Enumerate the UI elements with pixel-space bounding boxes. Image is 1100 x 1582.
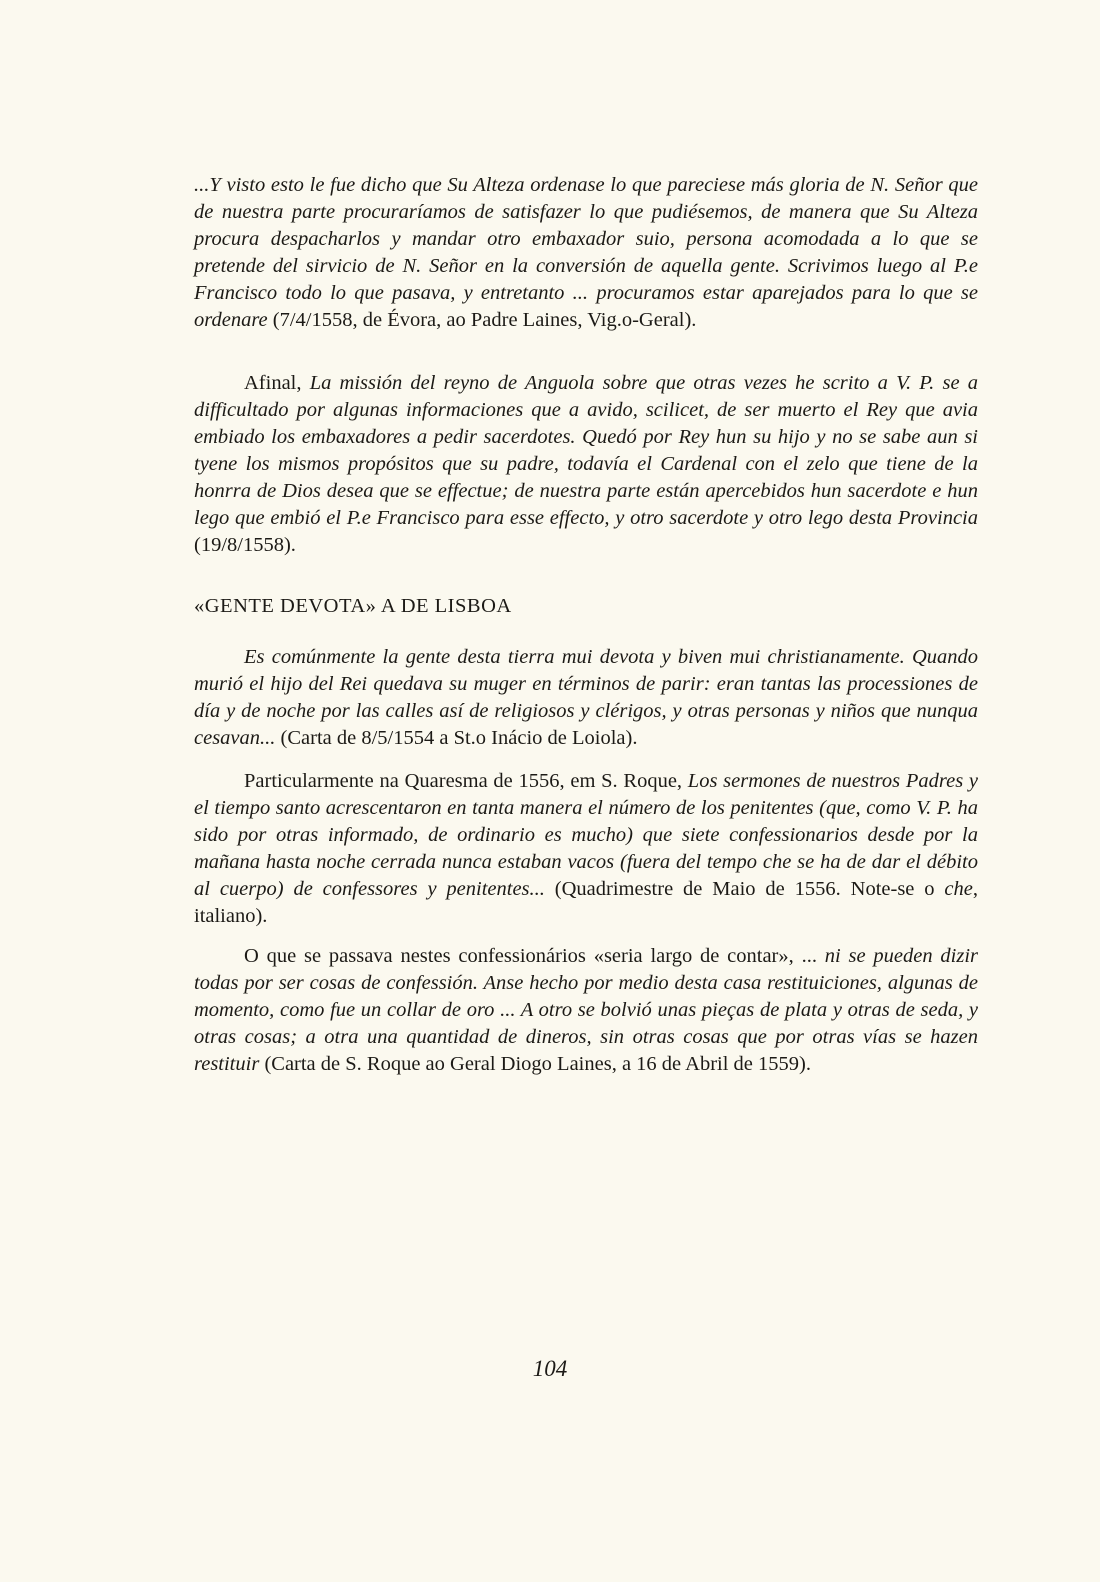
lead-text: O que se passava nestes confessionários «seria largo de contar», ... [244,945,825,967]
page-number: 104 [532,1356,568,1381]
section-heading: «GENTE DEVOTA» A DE LISBOA [194,595,512,617]
paragraph-quaresma [194,768,978,930]
quote-italic: ni se pueden dizir todas por ser cosas de confessión. Anse hecho por medio desta casa restituiciones, algunas de momento, como fue un collar de oro ... A otro se bolvió unas pieças de plata y otras de seda, y otras cosas; a otra una quantidad de dineros, sin otras cosas que por otras vías se hazen restituir [194,945,978,1075]
citation-end: , italiano). [194,878,978,927]
quote-italic: Es comúnmente la gente desta tierra mui devota y biven mui christianamente. Quando murió el hijo del Rei quedava su muger en términos de parir: eran tantas las processiones de día y de noche por las calles así de religiosos y clérigos, y otras personas y niños que nunqua cesavan... [194,646,978,749]
paragraph-afinal [194,370,978,559]
citation: (19/8/1558). [194,534,296,556]
italic-word: che [944,878,973,900]
quote-italic: Los sermones de nuestros Padres y el tiempo santo acrescentaron en tanta manera el número de los penitentes (que, como V. P. ha sido por otras informado, de ordinario es mucho) que siete confessionarios desde por la mañana hasta noche cerrada nunca estaban vacos (fuera del tempo che se ha de dar el débito al cuerpo) de confessores y penitentes... [194,770,979,900]
citation: (Carta de 8/5/1554 a St.o Inácio de Loiola). [275,727,638,749]
quote-paragraph-1 [194,172,978,334]
citation: (7/4/1558, de Évora, ao Padre Laines, Vig.o-Geral). [267,309,697,331]
paragraph-gente-devota [194,644,978,752]
citation: (Carta de S. Roque ao Geral Diogo Laines, a 16 de Abril de 1559). [259,1053,811,1075]
quote-italic: La missión del reyno de Anguola sobre que otras vezes he scrito a V. P. se a difficultado por algunas informaciones que a avido, scilicet, de ser muerto el Rey que avia embiado los embaxadores a pedir sacerdotes. Quedó por Rey hun su hijo y no se sabe aun si tyene los mismos propósitos que su padre, todavía el Cardenal con el zelo que tiene de la honrra de Dios desea que se effectue; de nuestra parte están apercebidos hun sacerdote e hun lego que embió el P.e Francisco para esse effecto, y otro sacerdote y otro lego desta Provincia [194,372,978,529]
lead-text: Particularmente na Quaresma de 1556, em S. Roque, [244,770,688,792]
citation: (Quadrimestre de Maio de 1556. Note-se o [544,878,945,900]
lead-text: Afinal, [244,372,310,394]
paragraph-confessionarios [194,943,978,1078]
quote-italic: ...Y visto esto le fue dicho que Su Alteza ordenase lo que pareciese más gloria de N. Señor que de nuestra parte procuraríamos de satisfazer lo que pudiésemos, de manera que Su Alteza procura despacharlos y mandar otro embaxador suio, persona acomodada a lo que se pretende del sirvicio de N. Señor en la conversión de aquella gente. Scrivimos luego al P.e Francisco todo lo que pasava, y entretanto ... procuramos estar aparejados para lo que se ordenare [194,174,978,331]
